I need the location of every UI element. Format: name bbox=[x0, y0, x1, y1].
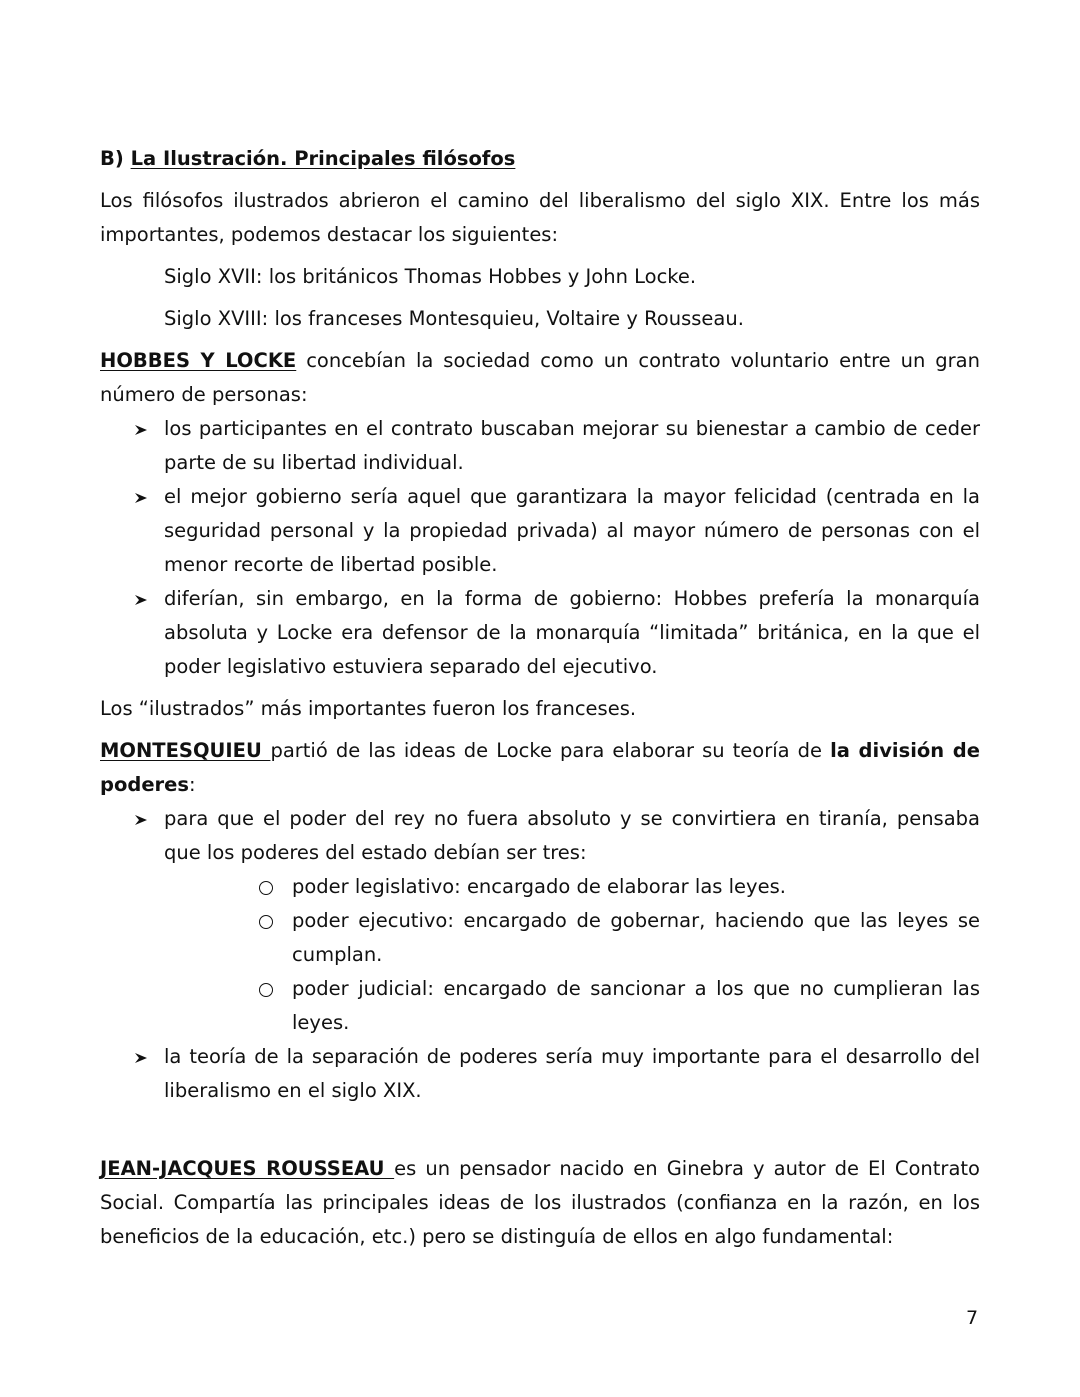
montesquieu-list bbox=[100, 802, 980, 870]
power-item-text: poder judicial: encargado de sancionar a los que no cumplieran las leyes. bbox=[292, 977, 980, 1034]
montesquieu-colon: : bbox=[189, 773, 196, 796]
intro-paragraph: Los filósofos ilustrados abrieron el camino del liberalismo del siglo XIX. Entre los más importantes, podemos destacar los siguientes: bbox=[100, 189, 980, 246]
hobbes-locke-list bbox=[100, 412, 980, 684]
power-item-text: poder ejecutivo: encargado de gobernar, haciendo que las leyes se cumplan. bbox=[292, 909, 980, 966]
section-heading bbox=[100, 142, 980, 176]
hobbes-locke-text: concebían la sociedad como un contrato voluntario entre un gran número de personas: bbox=[100, 349, 980, 406]
page-content bbox=[100, 142, 980, 1254]
ilustrados-note: Los “ilustrados” más importantes fueron los franceses. bbox=[100, 697, 637, 720]
century-line-18: Siglo XVIII: los franceses Montesquieu, Voltaire y Rousseau. bbox=[164, 307, 744, 330]
montesquieu-text: partió de las ideas de Locke para elaborar su teoría de bbox=[270, 739, 831, 762]
arrow-bullet-icon bbox=[134, 1040, 150, 1074]
circle-bullet-icon bbox=[259, 983, 273, 997]
list-item bbox=[100, 582, 980, 684]
list-item-text: los participantes en el contrato buscaban mejorar su bienestar a cambio de ceder parte de su libertad individual. bbox=[164, 417, 980, 474]
montesquieu-paragraph bbox=[100, 734, 980, 802]
section-prefix: B) bbox=[100, 147, 131, 170]
circle-bullet-icon bbox=[259, 915, 273, 929]
arrow-bullet-icon bbox=[134, 582, 150, 616]
hobbes-locke-paragraph bbox=[100, 344, 980, 412]
century-line-17: Siglo XVII: los británicos Thomas Hobbes y John Locke. bbox=[164, 265, 697, 288]
power-item bbox=[228, 904, 980, 972]
list-item bbox=[100, 1040, 980, 1108]
list-item bbox=[100, 802, 980, 870]
rousseau-name: JEAN-JACQUES ROUSSEAU bbox=[100, 1157, 395, 1180]
list-item bbox=[100, 480, 980, 582]
section-title: La Ilustración. Principales filósofos bbox=[130, 147, 516, 170]
power-item bbox=[228, 870, 980, 904]
page-number: 7 bbox=[966, 1307, 979, 1329]
montesquieu-list-continued bbox=[100, 1040, 980, 1108]
arrow-bullet-icon bbox=[134, 480, 150, 514]
montesquieu-bold-term: la división de poderes bbox=[100, 739, 980, 796]
arrow-bullet-icon bbox=[134, 412, 150, 446]
rousseau-paragraph bbox=[100, 1152, 980, 1254]
circle-bullet-icon bbox=[259, 881, 273, 895]
power-item-text: poder legislativo: encargado de elaborar las leyes. bbox=[292, 875, 786, 898]
montesquieu-name: MONTESQUIEU bbox=[100, 739, 271, 762]
list-item-text: diferían, sin embargo, en la forma de gobierno: Hobbes prefería la monarquía absoluta y Locke era defensor de la monarquía “limitada” británica, en la que el poder legislativo estuviera separado del ejecutivo. bbox=[164, 587, 980, 678]
list-item-text: la teoría de la separación de poderes sería muy importante para el desarrollo del liberalismo en el siglo XIX. bbox=[164, 1045, 980, 1102]
list-item-text: el mejor gobierno sería aquel que garantizara la mayor felicidad (centrada en la seguridad personal y la propiedad privada) al mayor número de personas con el menor recorte de libertad posible. bbox=[164, 485, 980, 576]
list-item bbox=[100, 412, 980, 480]
power-item bbox=[228, 972, 980, 1040]
arrow-bullet-icon bbox=[134, 802, 150, 836]
hobbes-locke-name: HOBBES Y LOCKE bbox=[100, 349, 297, 372]
list-item-text: para que el poder del rey no fuera absoluto y se convirtiera en tiranía, pensaba que los poderes del estado debían ser tres: bbox=[164, 807, 980, 864]
powers-list bbox=[100, 870, 980, 1040]
rousseau-text: es un pensador nacido en Ginebra y autor de El Contrato Social. Compartía las principales ideas de los ilustrados (confianza en la razón, en los beneficios de la educación, etc.) pero se distinguía de ellos en algo fundamental: bbox=[100, 1157, 980, 1248]
